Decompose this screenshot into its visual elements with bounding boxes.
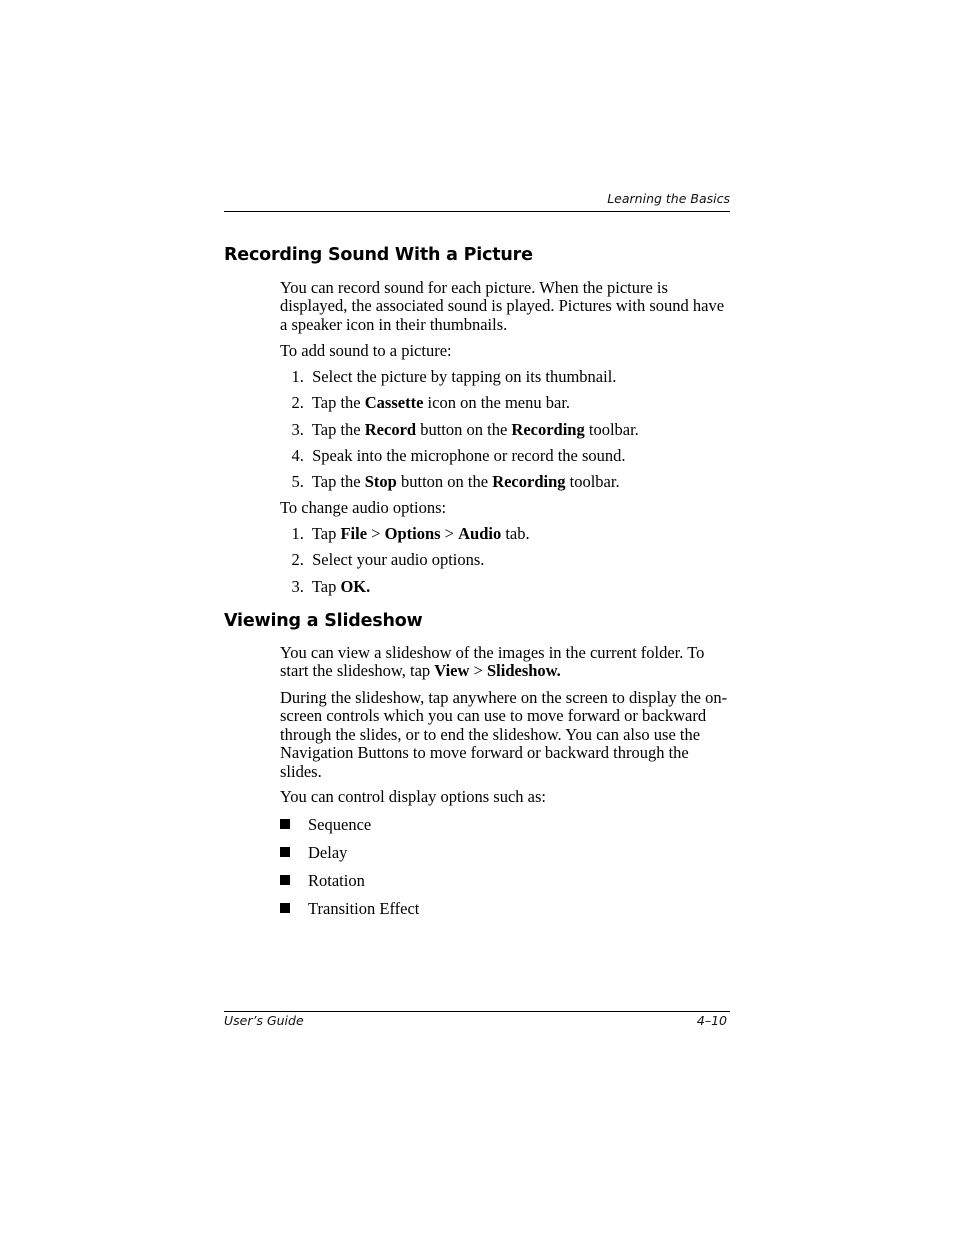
section-heading-viewing-slideshow: Viewing a Slideshow: [224, 611, 423, 631]
list-item-add-step-3: 3. Tap the Record button on the Recording toolbar.: [291, 420, 639, 439]
bullet-square-icon: [280, 875, 290, 885]
bullet-item-delay: Delay: [280, 844, 347, 862]
list-item-audio-step-2: 2. Select your audio options.: [291, 550, 485, 569]
bullet-square-icon: [280, 847, 290, 857]
list-item-audio-step-1: 1. Tap File > Options > Audio tab.: [291, 524, 530, 543]
section-heading-recording-sound: Recording Sound With a Picture: [224, 245, 533, 265]
footer-page-number: 4–10: [696, 1013, 727, 1028]
footer-guide-title: User’s Guide: [224, 1013, 304, 1028]
bullet-square-icon: [280, 903, 290, 913]
footer-rule: [224, 1011, 730, 1012]
paragraph-slideshow-intro: You can view a slideshow of the images in the current folder. To start the slideshow, tap View > Slideshow.: [280, 643, 705, 681]
paragraph-add-sound-lead: To add sound to a picture:: [280, 341, 452, 360]
paragraph-audio-options-lead: To change audio options:: [280, 498, 447, 517]
bullet-square-icon: [280, 819, 290, 829]
header-rule: [224, 211, 730, 212]
bullet-item-rotation: Rotation: [280, 872, 365, 890]
list-item-add-step-1: 1. Select the picture by tapping on its thumbnail.: [291, 367, 617, 386]
paragraph-recording-intro: You can record sound for each picture. When the picture is displayed, the associated sound is played. Pictures with sound have a speaker icon in their thumbnails.: [280, 278, 725, 334]
list-item-add-step-5: 5. Tap the Stop button on the Recording toolbar.: [291, 472, 620, 491]
paragraph-slideshow-controls: During the slideshow, tap anywhere on the screen to display the on-screen controls which you can use to move forward or backward through the slides, or to end the slideshow. You can also use the Navigation Buttons to move forward or backward through the slides.: [280, 688, 728, 781]
paragraph-display-options-lead: You can control display options such as:: [280, 787, 546, 806]
list-item-audio-step-3: 3. Tap OK.: [291, 577, 371, 596]
list-item-add-step-4: 4. Speak into the microphone or record the sound.: [291, 446, 626, 465]
bullet-item-sequence: Sequence: [280, 816, 371, 834]
list-item-add-step-2: 2. Tap the Cassette icon on the menu bar.: [291, 393, 571, 412]
running-header-title: Learning the Basics: [607, 191, 730, 206]
bullet-item-transition-effect: Transition Effect: [280, 900, 419, 918]
